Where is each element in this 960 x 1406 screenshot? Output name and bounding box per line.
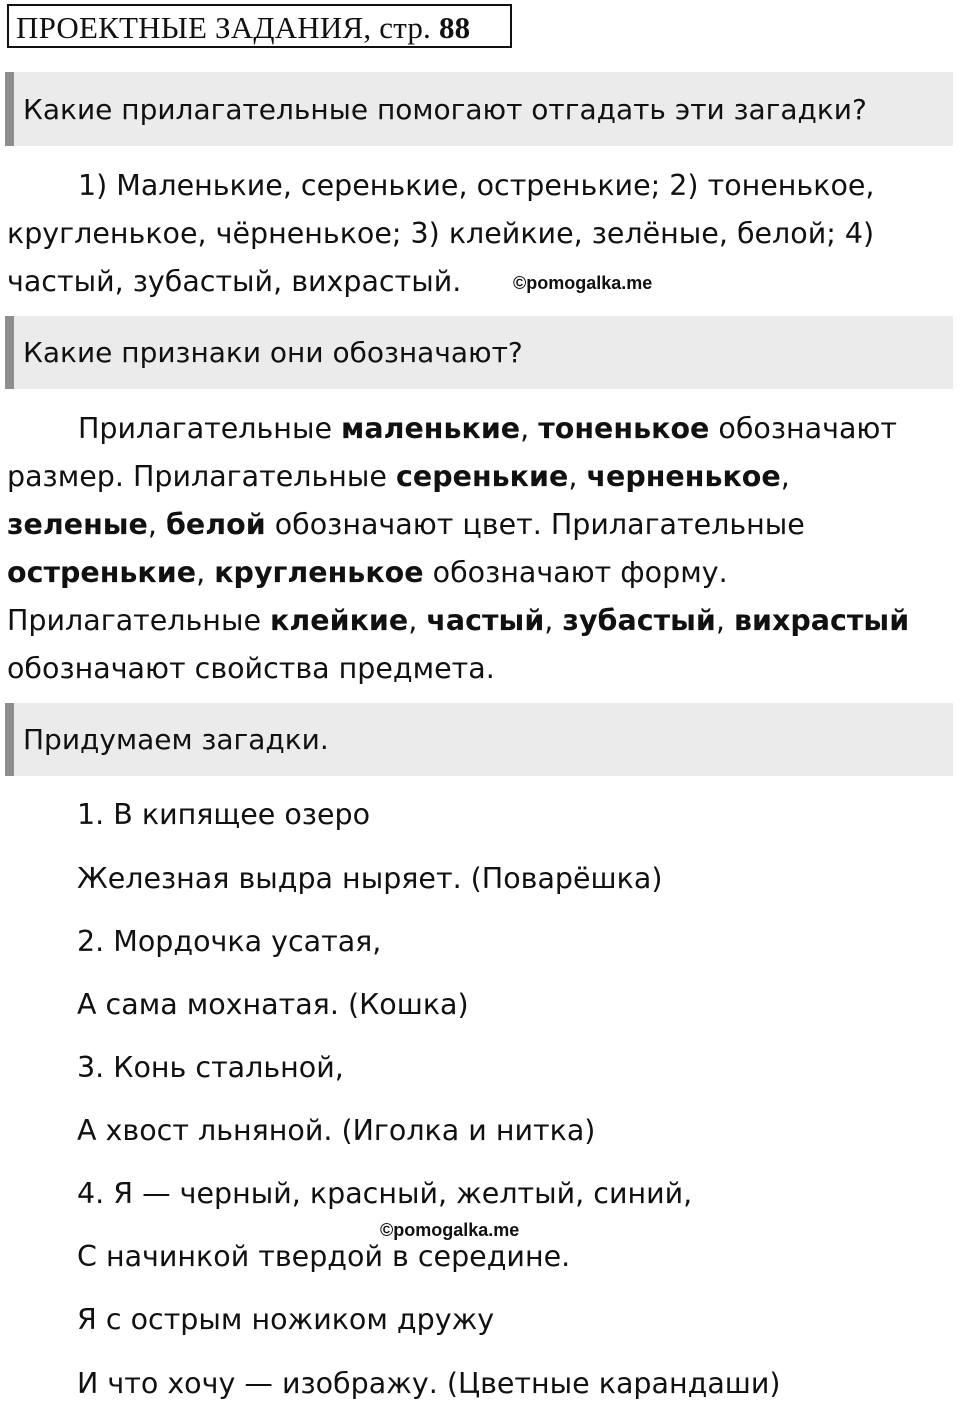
- riddle-line: Железная выдра ныряет. (Поварёшка): [77, 862, 663, 895]
- answer-2-text: ,: [780, 460, 790, 493]
- watermark-1: ©pomogalka.me: [513, 273, 653, 293]
- answer-1-text: 1) Маленькие, серенькие, остренькие; 2) тоненькое, кругленькое, чёрненькое; 3) клейкие, зелёные, белой; 4) частый, зубастый, вихрастый.: [7, 169, 875, 298]
- adjective-bold: маленькие: [341, 412, 521, 445]
- riddle-line: С начинкой твердой в середине.: [77, 1240, 571, 1273]
- question-bar-1: [5, 72, 953, 146]
- page-number: 88: [438, 10, 471, 45]
- page-title: [7, 4, 512, 48]
- riddle-line: 1. В кипящее озеро: [77, 798, 371, 831]
- riddle-line: 2. Мордочка усатая,: [77, 925, 382, 958]
- riddle-line: А хвост льняной. (Иголка и нитка): [77, 1114, 596, 1147]
- answer-2-text: ,: [568, 460, 587, 493]
- watermark-2: ©pomogalka.me: [380, 1220, 520, 1240]
- adjective-bold: зеленые: [7, 508, 148, 541]
- riddle-line: 4. Я — черный, красный, желтый, синий,: [77, 1177, 693, 1210]
- adjective-bold: тоненькое: [538, 412, 710, 445]
- adjective-bold: серенькие: [396, 460, 569, 493]
- question-1: Какие прилагательные помогают отгадать эти загадки?: [23, 92, 867, 126]
- adjective-bold: клейкие: [270, 604, 409, 637]
- answer-2-text: ,: [520, 412, 539, 445]
- question-bar-3: [5, 703, 953, 776]
- answer-2-text: ,: [408, 604, 427, 637]
- question-2: Какие признаки они обозначают?: [23, 336, 523, 369]
- adjective-bold: остренькие: [7, 556, 197, 589]
- answer-2-text: ,: [147, 508, 167, 541]
- answer-2-text: ,: [544, 604, 563, 637]
- answer-2-text: обозначают цвет. Прилагательные: [265, 508, 805, 541]
- riddle-line: Я с острым ножиком дружу: [77, 1303, 495, 1336]
- adjective-bold: черненькое: [586, 460, 781, 493]
- adjective-bold: вихрастый: [733, 604, 910, 637]
- adjective-bold: кругленькое: [214, 556, 424, 589]
- riddle-line: А сама мохнатая. (Кошка): [77, 988, 469, 1021]
- answer-1: [7, 162, 947, 306]
- answer-2-text: обозначают свойства предмета.: [7, 652, 495, 685]
- adjective-bold: зубастый: [562, 604, 716, 637]
- question-3: Придумаем загадки.: [23, 723, 329, 756]
- answer-2-text: обозначают форму. Прилагательные: [7, 556, 728, 637]
- answer-2-text: Прилагательные: [78, 412, 342, 445]
- answer-2: [7, 405, 947, 693]
- answer-2-text: ,: [196, 556, 215, 589]
- answer-2-text: ,: [715, 604, 734, 637]
- adjective-bold: белой: [166, 508, 266, 541]
- riddle-line: И что хочу — изображу. (Цветные карандаши): [77, 1367, 781, 1400]
- adjective-bold: частый: [426, 604, 545, 637]
- question-bar-2: [5, 316, 953, 389]
- answer-2-text: обозначают размер. Прилагательные: [7, 412, 898, 493]
- title-prefix: ПРОЕКТНЫЕ ЗАДАНИЯ, стр.: [16, 10, 439, 45]
- riddle-line: 3. Конь стальной,: [77, 1051, 344, 1084]
